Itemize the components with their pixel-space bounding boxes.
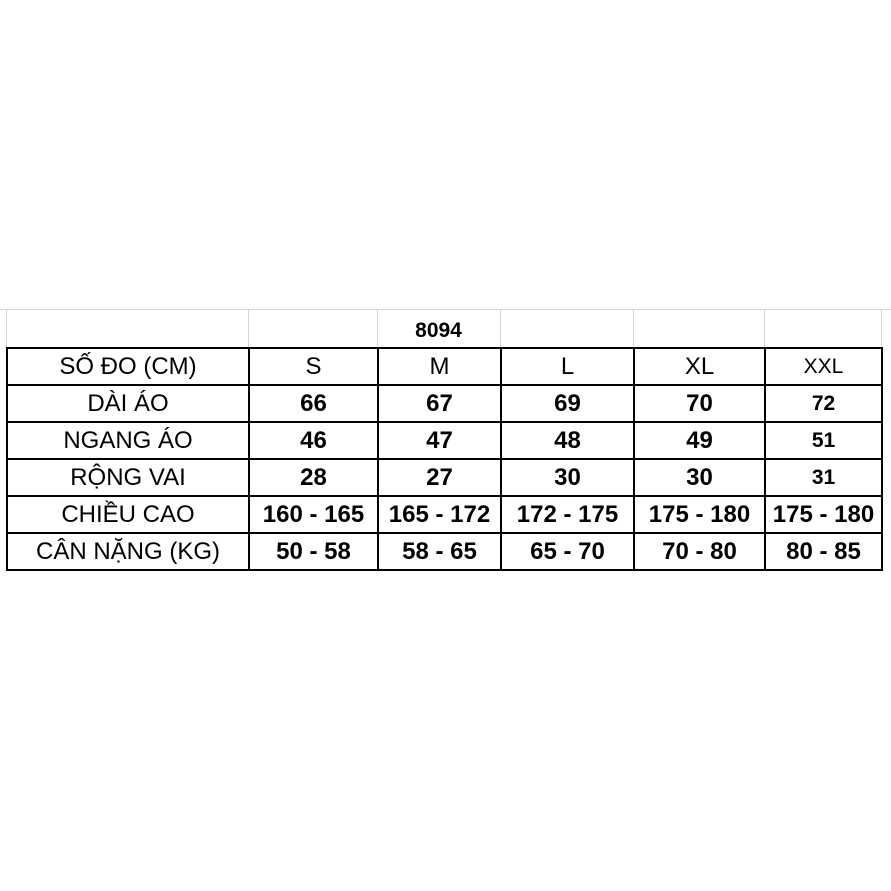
gridline-col-6 [881, 309, 882, 347]
table-cell: 50 - 58 [249, 533, 378, 570]
row-label: CHIỀU CAO [7, 496, 249, 533]
gridline-col-3 [500, 309, 501, 347]
table-cell: 66 [249, 385, 378, 422]
table-cell: 31 [765, 459, 882, 496]
gridline-top [0, 309, 891, 310]
size-chart-sheet [0, 309, 891, 582]
table-cell: 46 [249, 422, 378, 459]
table-row [7, 496, 882, 533]
size-xxl: XXL [765, 348, 882, 385]
table-row [7, 533, 882, 570]
size-xl: XL [634, 348, 765, 385]
table-row [7, 422, 882, 459]
table-cell: 175 - 180 [765, 496, 882, 533]
size-l: L [501, 348, 634, 385]
row-label: RỘNG VAI [7, 459, 249, 496]
table-cell: 175 - 180 [634, 496, 765, 533]
table-cell: 165 - 172 [378, 496, 501, 533]
header-label: SỐ ĐO (CM) [7, 348, 249, 385]
table-cell: 27 [378, 459, 501, 496]
table-cell: 49 [634, 422, 765, 459]
row-label: NGANG ÁO [7, 422, 249, 459]
table-cell: 30 [501, 459, 634, 496]
table-cell: 47 [378, 422, 501, 459]
table-cell: 51 [765, 422, 882, 459]
table-cell: 65 - 70 [501, 533, 634, 570]
size-table [6, 347, 883, 571]
header-row [7, 348, 882, 385]
gridline-col-0 [6, 309, 7, 347]
size-m: M [378, 348, 501, 385]
table-cell: 70 - 80 [634, 533, 765, 570]
gridline-col-1 [248, 309, 249, 347]
gridline-col-5 [764, 309, 765, 347]
table-cell: 72 [765, 385, 882, 422]
table-row [7, 385, 882, 422]
table-cell: 160 - 165 [249, 496, 378, 533]
gridline-col-4 [633, 309, 634, 347]
table-cell: 58 - 65 [378, 533, 501, 570]
table-cell: 80 - 85 [765, 533, 882, 570]
row-label: CÂN NẶNG (KG) [7, 533, 249, 570]
table-cell: 70 [634, 385, 765, 422]
table-cell: 30 [634, 459, 765, 496]
table-row [7, 459, 882, 496]
table-cell: 67 [378, 385, 501, 422]
size-s: S [249, 348, 378, 385]
table-cell: 172 - 175 [501, 496, 634, 533]
product-code: 8094 [415, 319, 462, 342]
row-label: DÀI ÁO [7, 385, 249, 422]
table-cell: 69 [501, 385, 634, 422]
table-cell: 28 [249, 459, 378, 496]
table-cell: 48 [501, 422, 634, 459]
